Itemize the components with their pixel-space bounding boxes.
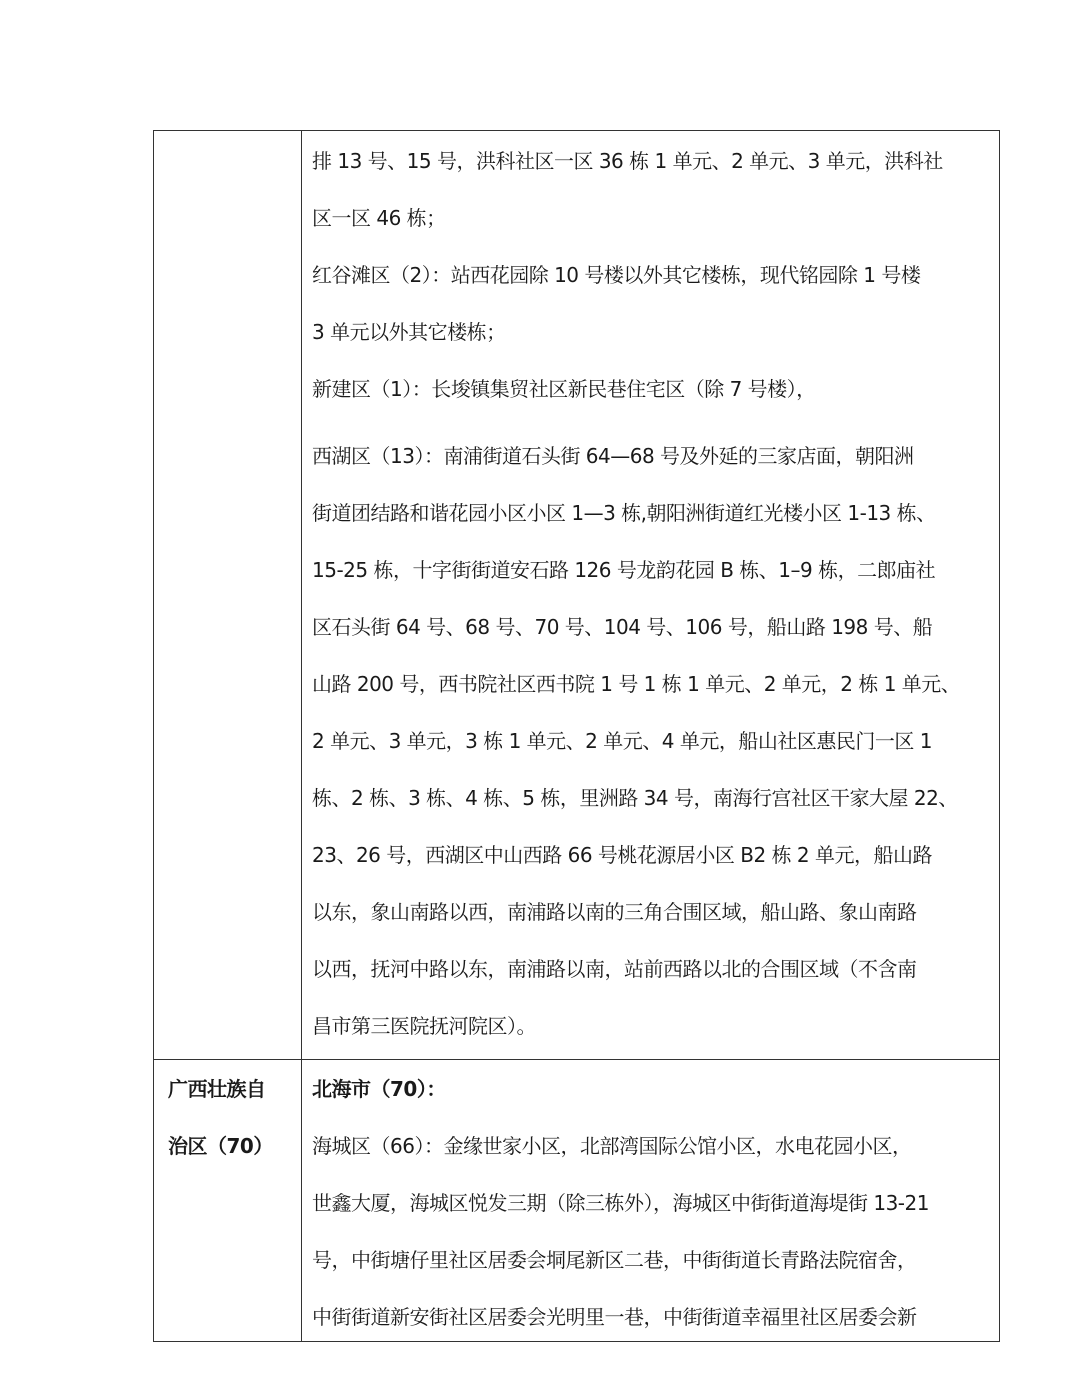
- region-name-line: 广西壮族自: [168, 1077, 266, 1101]
- city-heading: 北海市（70）：: [312, 1077, 446, 1101]
- text-line: 西湖区（13）：南浦街道石头街 64—68 号及外延的三家店面，朝阳洲: [312, 444, 914, 468]
- row-divider: [154, 1059, 999, 1060]
- area-paragraph: [312, 428, 992, 1055]
- region-name-cell: [168, 1061, 293, 1175]
- text-line: 红谷滩区（2）：站西花园除 10 号楼以外其它楼栋，现代铭园除 1 号楼: [312, 263, 921, 287]
- text-line: 昌市第三医院抚河院区）。: [312, 1014, 536, 1038]
- text-line: 排 13 号、15 号，洪科社区一区 36 栋 1 单元、2 单元、3 单元，洪科社: [312, 149, 943, 173]
- region-name-line: 治区（70）: [168, 1134, 273, 1158]
- area-paragraph: [312, 133, 992, 247]
- area-paragraph: [312, 361, 992, 418]
- text-line: 号，中街塘仔里社区居委会垌尾新区二巷，中街街道长青路法院宿舍，: [312, 1248, 917, 1272]
- text-line: 栋、2 栋、3 栋、4 栋、5 栋，里洲路 34 号，南海行宫社区干家大屋 22、: [312, 786, 958, 810]
- risk-area-table: [153, 130, 1000, 1342]
- text-line: 15-25 栋，十字街街道安石路 126 号龙韵花园 B 栋、1–9 栋，二郎庙社: [312, 558, 936, 582]
- text-line: 新建区（1）：长埈镇集贸社区新民巷住宅区（除 7 号楼），: [312, 377, 816, 401]
- text-line: 以东，象山南路以西，南浦路以南的三角合围区域，船山路、象山南路: [312, 900, 917, 924]
- text-line: 海城区（66）：金缘世家小区，北部湾国际公馆小区，水电花园小区，: [312, 1134, 912, 1158]
- text-line: 以西，抚河中路以东，南浦路以南，站前西路以北的合围区域（不含南: [312, 957, 917, 981]
- text-line: 中街街道新安街社区居委会光明里一巷，中街街道幸福里社区居委会新: [312, 1305, 917, 1329]
- column-divider: [301, 131, 302, 1341]
- jiangxi-continuation-cell: [312, 133, 992, 1055]
- guangxi-areas-cell: [312, 1061, 992, 1342]
- text-line: 区石头街 64 号、68 号、70 号、104 号、106 号，船山路 198 号、船: [312, 615, 933, 639]
- text-line: 3 单元以外其它楼栋；: [312, 320, 506, 344]
- text-line: 街道团结路和谐花园小区小区 1—3 栋,朝阳洲街道红光楼小区 1-13 栋、: [312, 501, 936, 525]
- text-line: 区一区 46 栋；: [312, 206, 446, 230]
- text-line: 2 单元、3 单元，3 栋 1 单元、2 单元、4 单元，船山社区惠民门一区 1: [312, 729, 932, 753]
- area-paragraph: [312, 247, 992, 361]
- text-line: 山路 200 号，西书院社区西书院 1 号 1 栋 1 单元、2 单元，2 栋 1 单元、: [312, 672, 961, 696]
- text-line: 23、26 号，西湖区中山西路 66 号桃花源居小区 B2 栋 2 单元，船山路: [312, 843, 933, 867]
- text-line: 世鑫大厦，海城区悦发三期（除三栋外），海城区中街街道海堤街 13-21: [312, 1191, 929, 1215]
